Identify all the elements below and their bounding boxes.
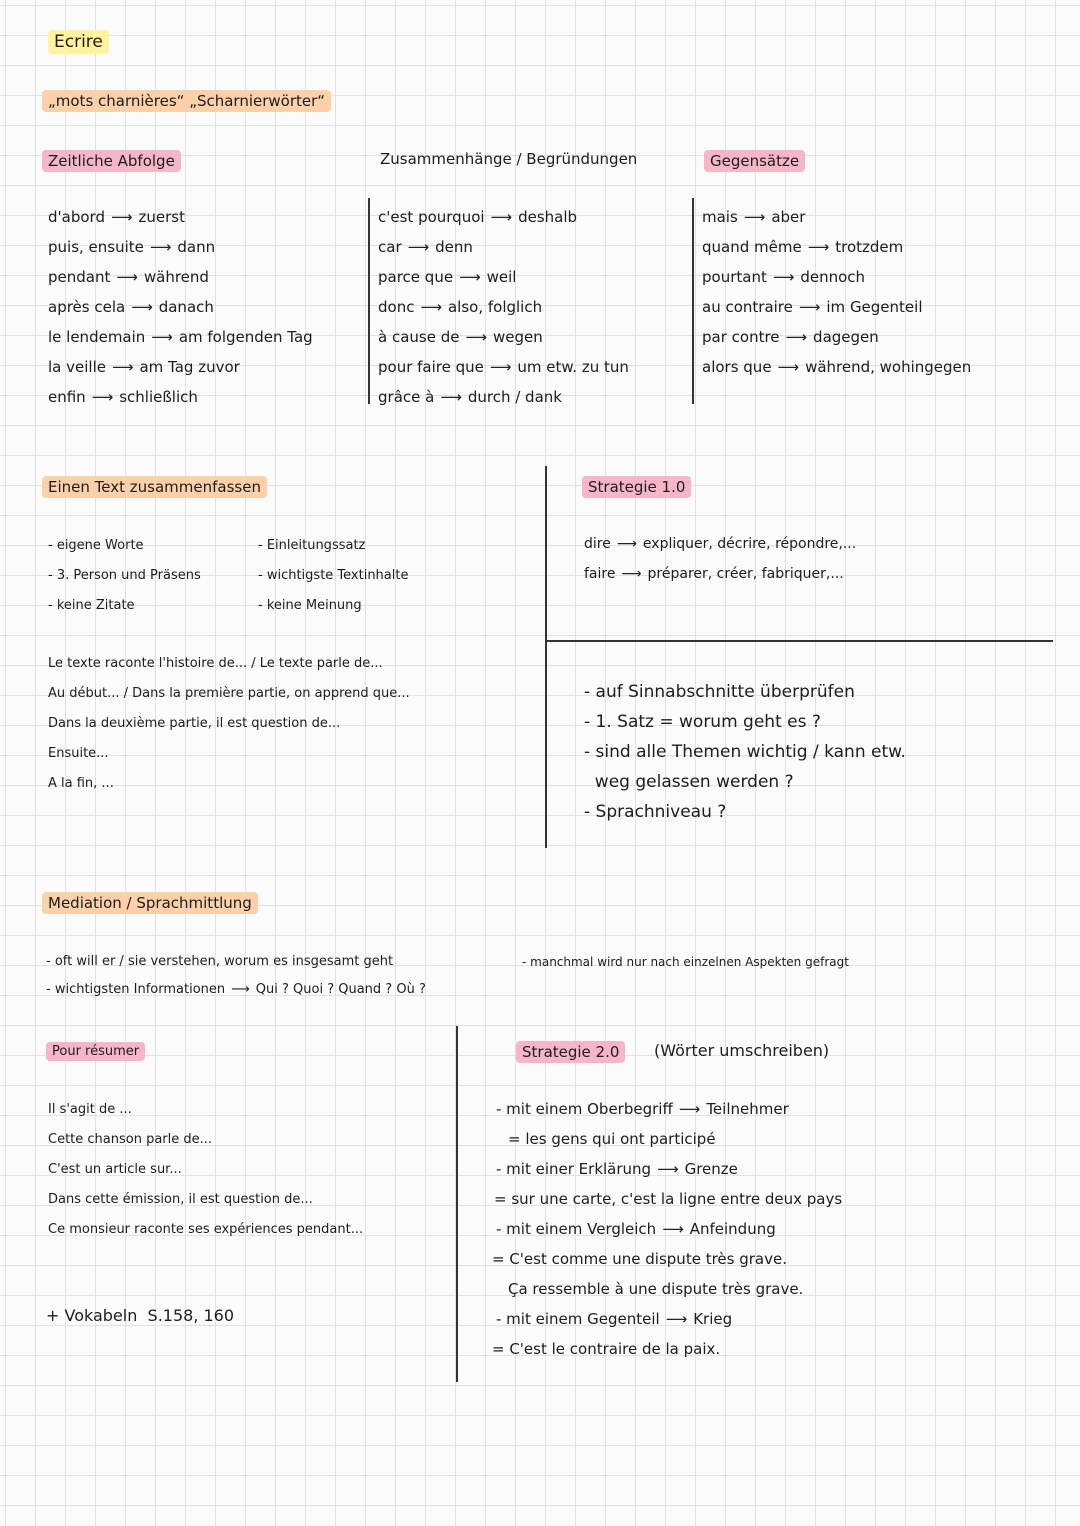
arrow-icon: ⟶: [110, 208, 133, 226]
de-word: wegen: [492, 328, 543, 346]
mediation-note: - manchmal wird nur nach einzelnen Aspekten gefragt: [522, 955, 849, 969]
arrow-icon: ⟶: [131, 298, 153, 316]
technique-label: - mit einem Oberbegriff: [496, 1100, 673, 1118]
vokabeln-note: + Vokabeln S.158, 160: [46, 1306, 235, 1325]
mediation-line: [46, 982, 426, 997]
check-item: weg gelassen werden ?: [584, 772, 794, 792]
fr-word: après cela: [48, 298, 126, 316]
list-item: [48, 358, 240, 376]
arrow-icon: ⟶: [772, 268, 795, 286]
check-item: - Sprachniveau ?: [584, 802, 727, 822]
arrow-icon: ⟶: [440, 388, 462, 406]
de-word: aber: [771, 208, 806, 226]
de-word: denn: [435, 238, 473, 256]
page-title: Ecrire: [48, 30, 109, 54]
strategie-2-line: [496, 1100, 789, 1118]
list-item: [48, 268, 209, 286]
technique-label: - mit einem Gegenteil: [496, 1310, 660, 1328]
strategie-2-line: = C'est le contraire de la paix.: [492, 1340, 721, 1358]
de-word: dann: [177, 238, 216, 256]
fr-word: puis, ensuite: [48, 238, 144, 256]
heading-zusammenhaenge: Zusammenhänge / Begründungen: [380, 150, 638, 168]
de-word: während: [143, 268, 209, 286]
mediation-text: - wichtigsten Informationen: [46, 982, 226, 997]
arrow-icon: ⟶: [616, 536, 637, 552]
arrow-icon: ⟶: [621, 566, 642, 582]
fr-word: par contre: [702, 328, 780, 346]
de-word: um etw. zu tun: [517, 358, 629, 376]
strategie-2-line: = C'est comme une dispute très grave.: [492, 1250, 787, 1268]
fr-word: à cause de: [378, 328, 460, 346]
list-item: [378, 238, 473, 256]
list-item: [702, 208, 805, 226]
arrow-icon: ⟶: [420, 298, 442, 316]
strategie-2-line: Ça ressemble à une dispute très grave.: [508, 1280, 804, 1298]
example-word: Anfeindung: [689, 1220, 776, 1238]
de-word: durch / dank: [467, 388, 562, 406]
fr-word: mais: [702, 208, 738, 226]
list-item: [378, 208, 577, 226]
strategie-2-line: [496, 1160, 738, 1178]
list-item: [48, 328, 313, 346]
list-item: [702, 358, 971, 376]
check-item: - sind alle Themen wichtig / kann etw.: [584, 742, 906, 762]
fr-list: expliquer, décrire, répondre,...: [642, 536, 857, 552]
strategie-2-line: = les gens qui ont participé: [508, 1130, 716, 1148]
de-word: zuerst: [138, 208, 185, 226]
resume-phrase: Au début... / Dans la première partie, on apprend que...: [48, 686, 410, 701]
fr-word: pourtant: [702, 268, 767, 286]
list-item: [48, 238, 215, 256]
arrow-icon: ⟶: [231, 982, 250, 997]
resumer-line: Ce monsieur raconte ses expériences pendant...: [48, 1222, 364, 1237]
resume-left-item: - keine Zitate: [48, 598, 135, 613]
resumer-line: Cette chanson parle de...: [48, 1132, 213, 1147]
fr-word: d'abord: [48, 208, 105, 226]
check-item: - 1. Satz = worum geht es ?: [584, 712, 821, 732]
de-word: dagegen: [813, 328, 879, 346]
resumer-line: Il s'agit de ...: [48, 1102, 132, 1117]
resume-phrase: Le texte raconte l'histoire de... / Le texte parle de...: [48, 656, 383, 671]
fr-word: car: [378, 238, 402, 256]
divider-horizontal: [545, 640, 1053, 642]
mediation-line: - oft will er / sie verstehen, worum es insgesamt geht: [46, 954, 394, 969]
arrow-icon: ⟶: [407, 238, 430, 256]
de-word: trotzdem: [835, 238, 904, 256]
strategie-2-subtitle: (Wörter umschreiben): [654, 1041, 830, 1060]
fr-word: au contraire: [702, 298, 793, 316]
fr-word: grâce à: [378, 388, 435, 406]
list-item: [48, 298, 214, 316]
fr-word: quand même: [702, 238, 802, 256]
fr-word: parce que: [378, 268, 454, 286]
mediation-questions: Qui ? Quoi ? Quand ? Où ?: [255, 982, 426, 997]
fr-word: dire: [584, 536, 611, 552]
arrow-icon: ⟶: [490, 208, 513, 226]
example-word: Grenze: [684, 1160, 738, 1178]
arrow-icon: ⟶: [111, 358, 134, 376]
divider-vertical: [456, 1026, 458, 1382]
arrow-icon: ⟶: [777, 358, 800, 376]
heading-mediation: Mediation / Sprachmittlung: [42, 892, 258, 914]
arrow-icon: ⟶: [459, 268, 481, 286]
strategie-2-line: [496, 1310, 732, 1328]
de-word: im Gegenteil: [826, 298, 923, 316]
arrow-icon: ⟶: [798, 298, 821, 316]
de-word: also, folglich: [447, 298, 543, 316]
arrow-icon: ⟶: [489, 358, 512, 376]
de-word: am folgenden Tag: [178, 328, 313, 346]
de-word: dennoch: [800, 268, 866, 286]
resume-left-item: - eigene Worte: [48, 538, 144, 553]
resumer-line: C'est un article sur...: [48, 1162, 182, 1177]
strategie-2-line: = sur une carte, c'est la ligne entre deux pays: [494, 1190, 843, 1208]
arrow-icon: ⟶: [807, 238, 830, 256]
fr-word: la veille: [48, 358, 106, 376]
de-word: schließlich: [119, 388, 198, 406]
resume-right-item: - Einleitungssatz: [258, 538, 366, 553]
heading-zeitliche-abfolge: Zeitliche Abfolge: [42, 150, 181, 172]
arrow-icon: ⟶: [785, 328, 808, 346]
example-word: Teilnehmer: [706, 1100, 789, 1118]
arrow-icon: ⟶: [465, 328, 487, 346]
arrow-icon: ⟶: [678, 1100, 701, 1118]
fr-word: alors que: [702, 358, 772, 376]
resume-left-item: - 3. Person und Präsens: [48, 568, 201, 583]
list-item: [378, 358, 629, 376]
fr-word: le lendemain: [48, 328, 146, 346]
list-item: [702, 298, 923, 316]
technique-label: - mit einer Erklärung: [496, 1160, 652, 1178]
heading-text-zusammenfassen: Einen Text zusammenfassen: [42, 476, 267, 498]
list-item: [48, 208, 185, 226]
list-item: [584, 566, 844, 582]
arrow-icon: ⟶: [151, 328, 173, 346]
de-word: weil: [486, 268, 517, 286]
divider-vertical: [368, 198, 370, 404]
resume-phrase: Ensuite...: [48, 746, 109, 761]
heading-gegensaetze: Gegensätze: [704, 150, 805, 172]
example-word: Krieg: [693, 1310, 733, 1328]
heading-strategie-1: Strategie 1.0: [582, 476, 691, 498]
resumer-line: Dans cette émission, il est question de...: [48, 1192, 313, 1207]
fr-word: faire: [584, 566, 616, 582]
list-item: [378, 268, 516, 286]
arrow-icon: ⟶: [116, 268, 138, 286]
arrow-icon: ⟶: [657, 1160, 679, 1178]
heading-pour-resumer: Pour résumer: [46, 1042, 145, 1061]
resume-right-item: - keine Meinung: [258, 598, 362, 613]
fr-word: c'est pourquoi: [378, 208, 485, 226]
list-item: [378, 388, 562, 406]
fr-word: pendant: [48, 268, 111, 286]
list-item: [378, 298, 542, 316]
fr-word: donc: [378, 298, 415, 316]
list-item: [702, 268, 865, 286]
technique-label: - mit einem Vergleich: [496, 1220, 657, 1238]
resume-phrase: A la fin, ...: [48, 776, 114, 791]
de-word: während, wohingegen: [805, 358, 972, 376]
arrow-icon: ⟶: [91, 388, 114, 406]
resume-right-item: - wichtigste Textinhalte: [258, 568, 409, 583]
list-item: [378, 328, 543, 346]
arrow-icon: ⟶: [149, 238, 172, 256]
arrow-icon: ⟶: [743, 208, 766, 226]
divider-vertical: [545, 466, 547, 848]
list-item: [702, 238, 903, 256]
heading-strategie-2: Strategie 2.0: [516, 1041, 625, 1063]
list-item: [702, 328, 879, 346]
strategie-2-line: [496, 1220, 776, 1238]
de-word: am Tag zuvor: [139, 358, 240, 376]
fr-list: préparer, créer, fabriquer,...: [647, 566, 844, 582]
fr-word: pour faire que: [378, 358, 484, 376]
de-word: danach: [158, 298, 214, 316]
arrow-icon: ⟶: [662, 1220, 684, 1238]
check-item: - auf Sinnabschnitte überprüfen: [584, 682, 855, 702]
list-item: [584, 536, 856, 552]
arrow-icon: ⟶: [665, 1310, 688, 1328]
list-item: [48, 388, 198, 406]
divider-vertical: [692, 198, 694, 404]
de-word: deshalb: [518, 208, 578, 226]
section-heading-mots-charnieres: „mots charnières“ „Scharnierwörter“: [42, 90, 331, 112]
resume-phrase: Dans la deuxième partie, il est question de...: [48, 716, 341, 731]
fr-word: enfin: [48, 388, 86, 406]
